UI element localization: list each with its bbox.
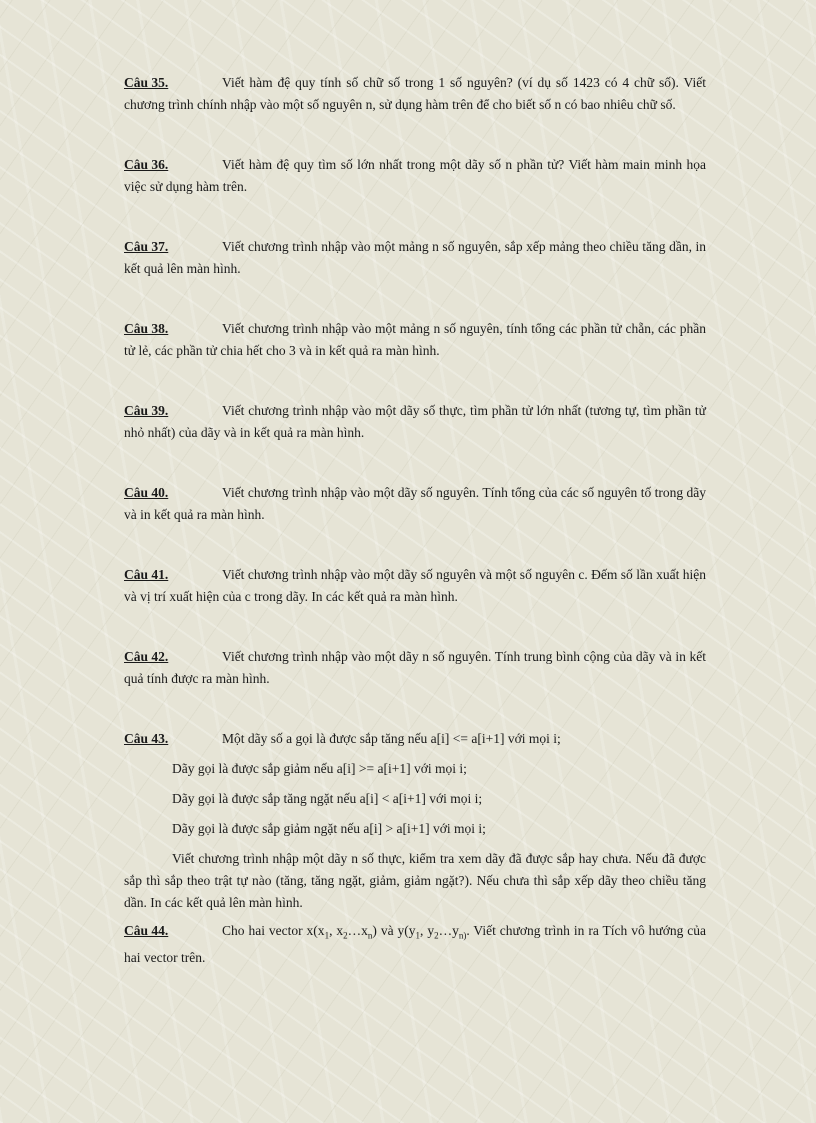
question-label: Câu 44. — [124, 923, 169, 938]
question-text: Viết hàm đệ quy tìm số lớn nhất trong một dãy số n phần tử? Viết hàm main minh họa việc sử dụng hàm trên. — [124, 157, 706, 194]
question-39 — [124, 400, 706, 444]
document-page — [124, 72, 706, 969]
question-text: Viết chương trình nhập vào một dãy số thực, tìm phần tử lớn nhất (tương tự, tìm phần tử nhỏ nhất) của dãy và in kết quả ra màn hình. — [124, 403, 706, 440]
question-label: Câu 37. — [124, 239, 169, 254]
question-text: Viết chương trình nhập vào một dãy số nguyên và một số nguyên c. Đếm số lần xuất hiện và vị trí xuất hiện của c trong dãy. In các kết quả ra màn hình. — [124, 567, 706, 604]
question-label: Câu 38. — [124, 321, 169, 336]
question-40 — [124, 482, 706, 526]
question-text: Viết chương trình nhập vào một mảng n số nguyên, sắp xếp mảng theo chiều tăng dần, in kết quả lên màn hình. — [124, 239, 706, 276]
question-text: Cho hai vector $x(x_1$, $x_2\dots x_n$) và $y(y_1$, $y_2\dots y_{n)}$. Viết chương trình in ra Tích vô hướng của hai vector trên. — [124, 923, 707, 965]
question-43-line-1 — [124, 728, 706, 750]
question-label: Câu 41. — [124, 567, 169, 582]
question-43-line-2: Dãy gọi là được sắp giảm nếu a[i] >= a[i+1] với mọi i; — [172, 761, 467, 776]
question-43-line-4: Dãy gọi là được sắp giảm ngặt nếu a[i] > a[i+1] với mọi i; — [172, 821, 486, 836]
question-44 — [124, 920, 706, 969]
question-43-line-3: Dãy gọi là được sắp tăng ngặt nếu a[i] < a[i+1] với mọi i; — [172, 791, 483, 806]
question-37 — [124, 236, 706, 280]
question-41 — [124, 564, 706, 608]
question-label: Câu 40. — [124, 485, 169, 500]
question-42 — [124, 646, 706, 690]
question-text: Viết hàm đệ quy tính số chữ số trong 1 số nguyên? (ví dụ số 1423 có 4 chữ số). Viết chương trình chính nhập vào một số nguyên n, sử dụng hàm trên để cho biết số n có bao nhiêu chữ số. — [124, 75, 706, 112]
question-label: Câu 39. — [124, 403, 169, 418]
question-text: Một dãy số a gọi là được sắp tăng nếu a[i] <= a[i+1] với mọi i; — [222, 731, 561, 746]
question-text: Viết chương trình nhập vào một dãy số nguyên. Tính tổng của các số nguyên tố trong dãy và in kết quả ra màn hình. — [124, 485, 706, 522]
question-label: Câu 35. — [124, 75, 169, 90]
question-36 — [124, 154, 706, 198]
question-43 — [124, 728, 706, 914]
question-35 — [124, 72, 706, 116]
question-43-paragraph: Viết chương trình nhập một dãy n số thực, kiểm tra xem dãy đã được sắp hay chưa. Nếu đã được sắp thì sắp theo trật tự nào (tăng, tăng ngặt, giảm, giảm ngặt?). Nếu chưa thì sắp xếp dãy theo chiều tăng dần. In các kết quả lên màn hình. — [124, 851, 706, 910]
question-label: Câu 43. — [124, 731, 169, 746]
question-38 — [124, 318, 706, 362]
question-text: Viết chương trình nhập vào một dãy n số nguyên. Tính trung bình cộng của dãy và in kết quả tính được ra màn hình. — [124, 649, 706, 686]
question-label: Câu 36. — [124, 157, 169, 172]
question-text: Viết chương trình nhập vào một mảng n số nguyên, tính tổng các phần tử chẵn, các phần tử lẻ, các phần tử chia hết cho 3 và in kết quả ra màn hình. — [124, 321, 706, 358]
question-label: Câu 42. — [124, 649, 169, 664]
